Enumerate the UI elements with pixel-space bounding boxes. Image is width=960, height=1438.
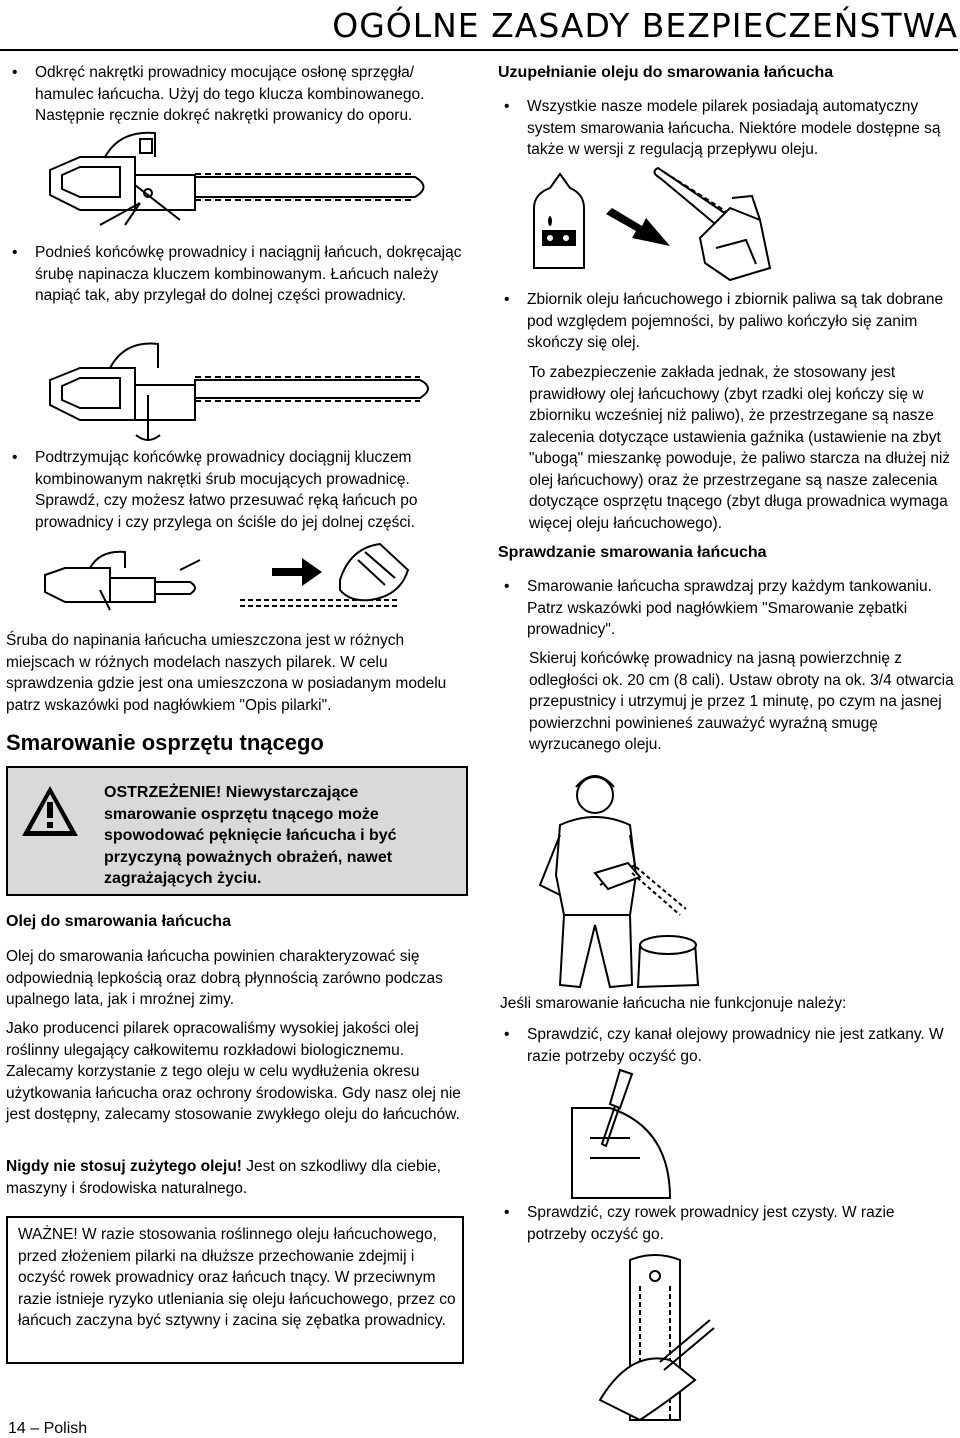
section-heading: Olej do smarowania łańcucha: [6, 913, 231, 930]
list-item: • Wszystkie nasze modele pilarek posiadają automatyczny system smarowania łańcucha. Niektóre modele dostępne są także w wersji z regulacją przepływu oleju.: [498, 96, 956, 161]
paragraph: Śruba do napinania łańcucha umieszczona jest w różnych miejscach w różnych modelach naszych pilarek. W celu sprawdzenia gdzie jest ona umieszczona w posiadanym modelu patrz wskazówki pod nagłówkiem "Opis pilarki".: [6, 632, 447, 714]
right-bullet-3: [498, 576, 956, 641]
emphasis-text: Nigdy nie stosuj zużytego oleju!: [6, 1158, 242, 1175]
paragraph: [6, 1156, 466, 1199]
page-footer: 14 – Polish: [8, 1420, 88, 1437]
list-item: • Podtrzymując końcówkę prowadnicy dociągnij kluczem kombinowanym nakrętki śrub mocujących prowadnicę. Sprawdź, czy możesz łatwo przesuwać ręką łańcuch po prowadnicy i czy przylega on ściśle do jej dolnej części.: [6, 447, 466, 533]
paragraph: Jeśli smarowanie łańcucha nie funkcjonuje należy:: [500, 995, 847, 1012]
warning-text: OSTRZEŻENIE! Niewystarczające smarowanie osprzętu tnącego może spowodować pęknięcie łańcucha i być przyczyną poważnych obrażeń, nawet zagrażających życiu.: [104, 784, 397, 887]
right-bullet-2: [498, 289, 956, 354]
paragraph: Olej do smarowania łańcucha powinien charakteryzować się odpowiednią lepkością oraz dobrą płynnością zarówno podczas upalnego lata, jak i mroźnej zimy.: [6, 948, 443, 1008]
chainsaw-tension-illustration: [40, 340, 440, 440]
list-item: • Zbiornik oleju łańcuchowego i zbiornik paliwa są tak dobrane pod względem pojemności, by paliwo kończyło się zanim skończy się olej.: [498, 289, 956, 354]
left-bullet-1: [6, 62, 466, 127]
paragraph: Jako producenci pilarek opracowaliśmy wysokiej jakości olej roślinny ulegający całkowitemu rozkładowi biologicznemu. Zalecamy korzystanie z tego oleju w celu wydłużenia okresu użytkowania łańcucha oraz ochrony środowiska. Gdy nasz olej nie jest dostępny, zalecamy stosowanie zwykłego oleju do łańcuchów.: [6, 1020, 461, 1123]
chainsaw-wrench-illustration: [40, 125, 440, 230]
right-bullet-4: [498, 1024, 956, 1067]
paragraph: Skieruj końcówkę prowadnicy na jasną powierzchnię z odległości ok. 20 cm (8 cali). Ustaw obroty na ok. 3/4 otwarcia przepustnicy i utrzymuj je przez 1 minutę, po czym na jasnej powierzchni powinieneś zauważyć wyraźną smugę wyrzucanego oleju.: [529, 650, 954, 753]
list-item: • Odkręć nakrętki prowadnicy mocujące osłonę sprzęgła/ hamulec łańcucha. Użyj do tego klucza kombinowanego. Następnie ręcznie dokręć nakrętki prowanicy do oporu.: [6, 62, 466, 127]
section-heading: Uzupełnianie oleju do smarowania łańcucha: [498, 64, 834, 81]
paragraph: To zabezpieczenie zakłada jednak, że stosowany jest prawidłowy olej łańcuchowy (zbyt rzadki olej kończy się w zbiorniku wcześniej niż paliwo), że przestrzegane są nasze zalecenia dotyczące ustawienia gaźnika (ustawienie na zbyt "ubogą" mieszankę powoduje, że paliwo starcza na dłużej niż olej łańcuchowy) oraz że przestrzegane są nasze zalecenia dotyczące osprzętu tnącego (zbyt długa prowadnica wymaga więcej oleju łańcuchowego).: [529, 364, 951, 532]
bar-channel-screwdriver-illustration: [570, 1068, 680, 1198]
list-item: • Sprawdzić, czy rowek prowadnicy jest czysty. W razie potrzeby oczyść go.: [498, 1202, 956, 1245]
section-heading: Sprawdzanie smarowania łańcucha: [498, 544, 767, 561]
left-bullet-3: [6, 447, 466, 533]
list-item: • Sprawdzić, czy kanał olejowy prowadnicy nie jest zatkany. W razie potrzeby oczyść go.: [498, 1024, 956, 1067]
bar-groove-cleaning-illustration: [600, 1250, 730, 1430]
list-item: • Smarowanie łańcucha sprawdzaj przy każdym tankowaniu. Patrz wskazówki pod nagłówkiem "Smarowanie zębatki prowadnicy".: [498, 576, 956, 641]
list-item: • Podnieś końcówkę prowadnicy i naciągnij łańcuch, dokręcając śrubę napinacza kluczem kombinowanym. Łańcuch należy napiąć tak, aby przylegał do dolnej części prowadnicy.: [6, 242, 466, 307]
right-bullet-1: [498, 96, 956, 161]
note-text: WAŻNE! W razie stosowania roślinnego oleju łańcuchowego, przed złożeniem pilarki na dłuższe przechowanie zdejmij i oczyść rowek prowadnicy oraz łańcuch tnący. W przeciwnym razie istnieje ryzyko utleniania się oleju łańcuchowego, przez co łańcuch zaczyna być sztywny i zacina się zębatka prowadnicy.: [18, 1226, 456, 1329]
paragraph-text: Jest on szkodliwy dla ciebie, maszyny i środowiska naturalnego.: [6, 1158, 441, 1197]
right-bullet-5: [498, 1202, 956, 1245]
operator-chainsaw-illustration: [520, 765, 720, 995]
section-heading: Smarowanie osprzętu tnącego: [6, 730, 324, 755]
page-title: OGÓLNE ZASADY BEZPIECZEŃSTWA: [0, 6, 958, 51]
oil-refill-illustration: [520, 168, 820, 288]
warning-triangle-icon: [20, 784, 80, 840]
chain-check-illustration: [40, 540, 460, 620]
left-bullet-2: [6, 242, 466, 307]
